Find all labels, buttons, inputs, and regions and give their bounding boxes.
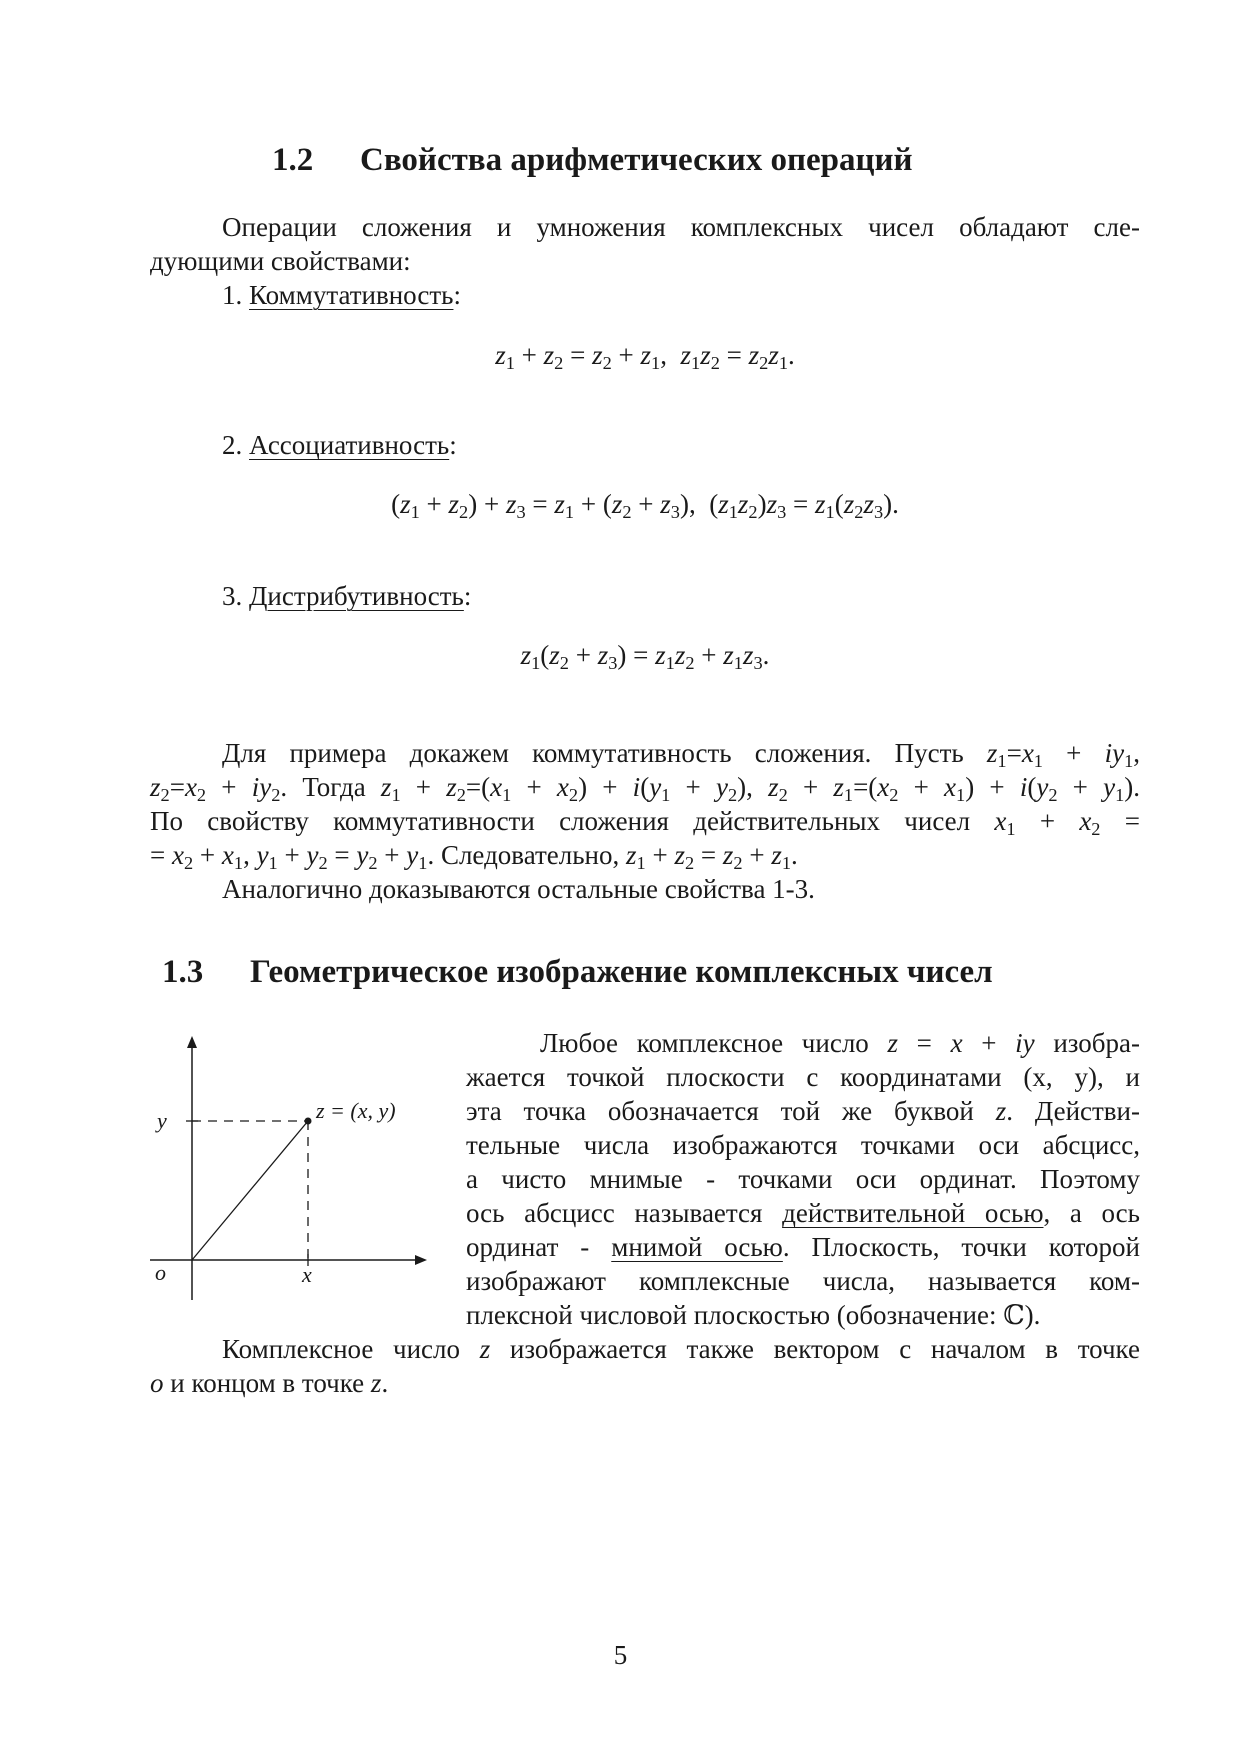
section-title: Свойства арифметических операций bbox=[360, 142, 913, 178]
section-heading-1-3 bbox=[162, 952, 993, 992]
x-axis-arrow-icon bbox=[415, 1255, 427, 1265]
item-label: Дистрибутивность bbox=[249, 581, 464, 611]
right-text-line: ось абсцисс называется действительной осью, а ось bbox=[466, 1198, 1140, 1228]
right-text-line: плексной числовой плоскостью (обозначение: ℂ). bbox=[466, 1300, 1041, 1330]
term-imaginary-axis: мнимой осью bbox=[611, 1232, 783, 1262]
item-label: Коммутативность bbox=[249, 280, 454, 310]
proof-line: Для примера докажем коммутативность сложения. Пусть $z_1=x_1 + iy_1$, bbox=[222, 738, 1140, 772]
proof-line: $z_2=x_2 + iy_2$. Тогда $z_1 + z_2=(x_1 + x_2) + i(y_1 + y_2)$, $z_2 + z_1=(x_2 + x_1) + i(y_2 + y_1)$. bbox=[150, 772, 1141, 806]
complex-plane-figure bbox=[145, 1032, 435, 1312]
label-y: y bbox=[157, 1108, 167, 1133]
intro-line: дующими свойствами: bbox=[150, 246, 411, 276]
point-z bbox=[305, 1118, 312, 1125]
right-text-line: а чисто мнимые - точками оси ординат. Поэтому bbox=[466, 1164, 1140, 1194]
section-number: 1.2 bbox=[272, 142, 314, 178]
closing-line: o и концом в точке z. bbox=[150, 1368, 389, 1398]
section-title: Геометрическое изображение комплексных чисел bbox=[250, 954, 993, 990]
item-number: 3. bbox=[222, 581, 243, 611]
section-number: 1.3 bbox=[162, 954, 204, 990]
item-number: 2. bbox=[222, 430, 243, 460]
formula-distributivity: $z_1(z_2 + z_3) = z_1z_2 + z_1z_3$. bbox=[520, 640, 770, 674]
complex-plane-diagram bbox=[145, 1032, 435, 1312]
label-origin: o bbox=[155, 1260, 166, 1285]
page-number: 5 bbox=[613, 1640, 628, 1670]
vector-line bbox=[192, 1121, 308, 1260]
y-axis-arrow-icon bbox=[187, 1036, 197, 1048]
proof-line: Аналогично доказываются остальные свойства 1-3. bbox=[222, 874, 815, 904]
item-label: Ассоциативность bbox=[249, 430, 450, 460]
section-heading-1-2 bbox=[272, 140, 913, 180]
right-text-line: Любое комплексное число z = x + iy изобра- bbox=[540, 1028, 1141, 1058]
property-item-1: 1. Коммутативность: bbox=[222, 280, 461, 310]
intro-line: Операции сложения и умножения комплексных чисел обладают сле- bbox=[222, 212, 1140, 242]
property-item-3: 3. Дистрибутивность: bbox=[222, 581, 472, 611]
label-point: z = (x, y) bbox=[316, 1098, 396, 1123]
proof-line: По свойству коммутативности сложения действительных чисел $x_1 + x_2$ = bbox=[150, 806, 1140, 840]
term-real-axis: действительной осью bbox=[782, 1198, 1044, 1228]
right-text-line: эта точка обозначается той же буквой z. Действи- bbox=[466, 1096, 1140, 1126]
closing-line: Комплексное число z изображается также вектором с началом в точке bbox=[222, 1334, 1140, 1364]
formula-commutativity: $z_1 + z_2 = z_2 + z_1$, $z_1z_2 = z_2z_1$. bbox=[495, 340, 795, 374]
right-text-line: тельные числа изображаются точками оси абсцисс, bbox=[466, 1130, 1140, 1160]
right-text-line: жается точкой плоскости с координатами (x, y), и bbox=[466, 1062, 1140, 1092]
item-number: 1. bbox=[222, 280, 243, 310]
formula-associativity: $(z_1 + z_2) + z_3 = z_1 + (z_2 + z_3)$, $(z_1z_2)z_3 = z_1(z_2z_3)$. bbox=[391, 489, 899, 523]
right-text-line: изображают комплексные числа, называется ком- bbox=[466, 1266, 1140, 1296]
label-x: x bbox=[302, 1262, 312, 1287]
proof-line: = $x_2 + x_1$, $y_1 + y_2 = y_2 + y_1$. Следовательно, $z_1 + z_2 = z_2 + z_1$. bbox=[150, 840, 798, 874]
property-item-2: 2. Ассоциативность: bbox=[222, 430, 457, 460]
right-text-line: ординат - мнимой осью. Плоскость, точки которой bbox=[466, 1232, 1140, 1262]
